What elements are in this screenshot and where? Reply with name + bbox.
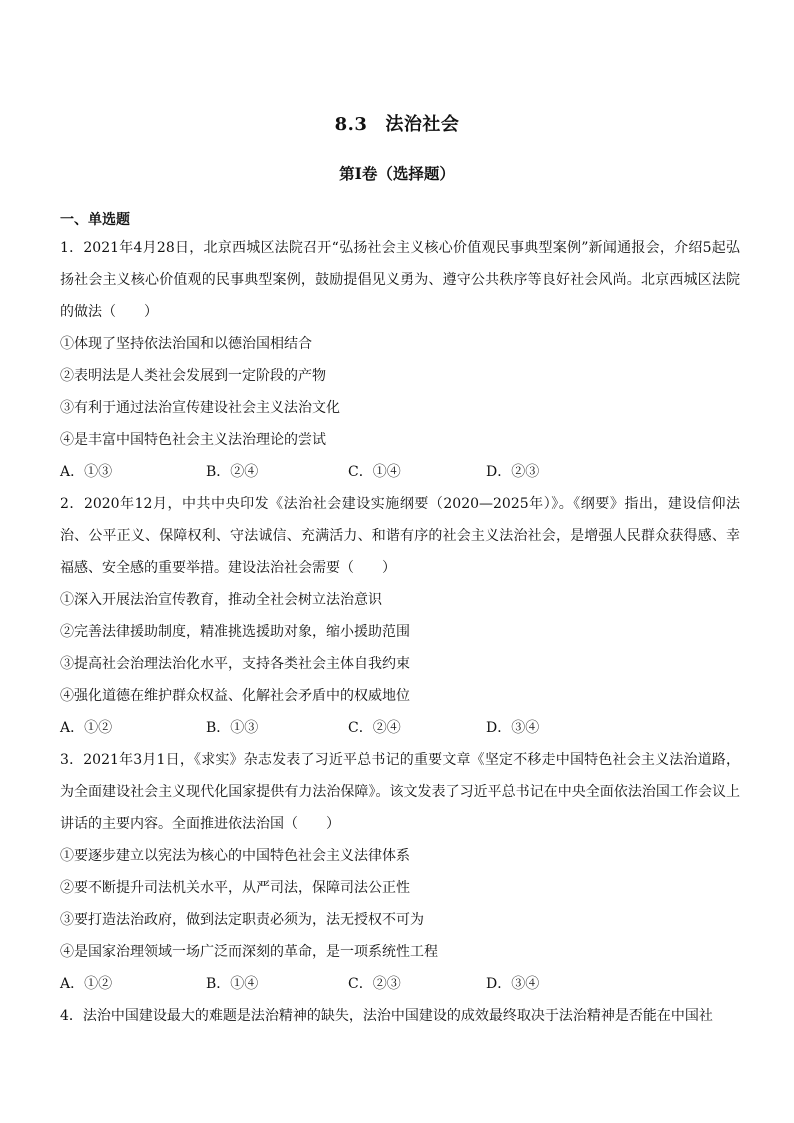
question-list [60,232,740,1032]
question-3 [60,744,740,1000]
answer-choices [60,456,740,488]
title-number: 8.3 [334,114,368,135]
statement-option: ①深入开展法治宣传教育，推动全社会树立法治意识 [60,592,382,608]
choice-b: B．①④ [206,976,259,992]
choice-a: A．①② [60,720,113,736]
answer-choices [60,968,740,1000]
statement-option: ②表明法是人类社会发展到一定阶段的产物 [60,368,326,384]
statement-option: ③有利于通过法治宣传建设社会主义法治文化 [60,400,340,416]
question-stem: 4．法治中国建设最大的难题是法治精神的缺失，法治中国建设的成效最终取决于法治精神是否能在中国社 [60,1008,713,1024]
choice-b: B．①③ [206,720,259,736]
statement-option: ②要不断提升司法机关水平，从严司法，保障司法公正性 [60,880,410,896]
statement-option: ④是国家治理领域一场广泛而深刻的革命，是一项系统性工程 [60,944,438,960]
choice-c: C．②④ [348,720,401,736]
choice-b: B．②④ [206,464,259,480]
choice-c: C．②③ [348,976,401,992]
section-heading: 一、单选题 [60,212,130,228]
statement-option: ③要打造法治政府，做到法定职责必须为，法无授权不可为 [60,912,424,928]
statement-option: ④强化道德在维护群众权益、化解社会矛盾中的权威地位 [60,688,410,704]
choice-c: C．①④ [348,464,401,480]
question-stem: 2．2020年12月，中共中央印发《法治社会建设实施纲要（2020—2025年）》。《纲要》指出，建设信仰法治、公平正义、保障权利、守法诚信、充满活力、和谐有序的社会主义法治社会，是增强人民群众获得感、幸福感、安全感的重要举措。建设法治社会需要（ ） [60,496,740,576]
volume-subtitle: 第I卷（选择题） [339,164,455,183]
title-text: 法治社会 [385,114,460,135]
question-stem: 3．2021年3月1日，《求实》杂志发表了习近平总书记的重要文章《坚定不移走中国特色社会主义法治道路，为全面建设社会主义现代化国家提供有力法治保障》。该文发表了习近平总书记在中央全面依法治国工作会议上讲话的主要内容。全面推进依法治国（ ） [60,752,740,832]
choice-a: A．①③ [60,464,113,480]
statement-option: ①体现了坚持依法治国和以德治国相结合 [60,336,312,352]
choice-d: D．③④ [486,720,540,736]
question-stem: 1．2021年4月28日，北京西城区法院召开“弘扬社会主义核心价值观民事典型案例”新闻通报会，介绍5起弘扬社会主义核心价值观的民事典型案例，鼓励提倡见义勇为、遵守公共秩序等良好社会风尚。北京西城区法院的做法（ ） [60,240,740,320]
statement-option: ①要逐步建立以宪法为核心的中国特色社会主义法律体系 [60,848,410,864]
statement-option: ②完善法律援助制度，精准挑选援助对象，缩小援助范围 [60,624,410,640]
question-1 [60,232,740,488]
choice-a: A．①② [60,976,113,992]
statement-option: ③提高社会治理法治化水平，支持各类社会主体自我约束 [60,656,410,672]
statement-option: ④是丰富中国特色社会主义法治理论的尝试 [60,432,326,448]
choice-d: D．②③ [486,464,540,480]
choice-d: D．③④ [486,976,540,992]
question-4 [60,1000,740,1032]
page-title [0,110,794,136]
question-2 [60,488,740,744]
answer-choices [60,712,740,744]
